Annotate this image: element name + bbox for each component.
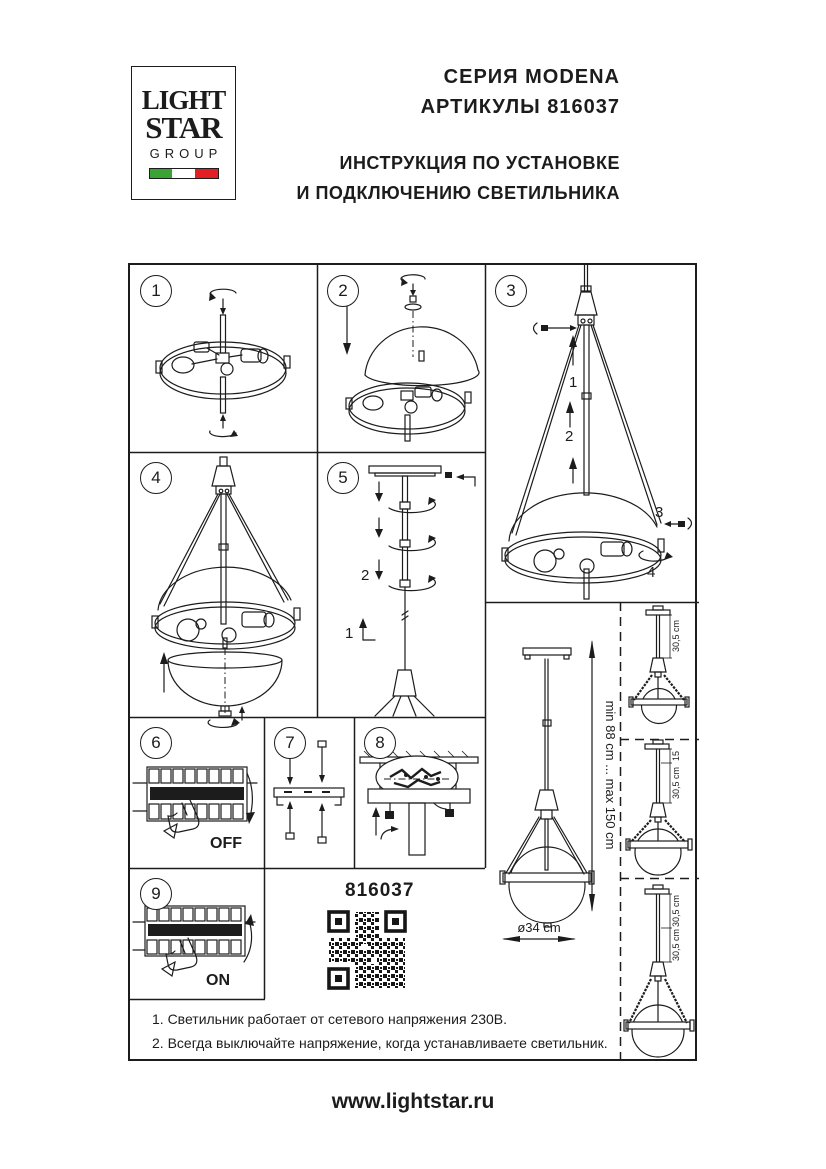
step-2-badge: [327, 275, 359, 307]
step-2-number: 2: [338, 281, 348, 300]
step-8-number: 8: [375, 733, 385, 752]
suspension-rods: [512, 325, 664, 535]
variant3-length-label-1: 30,5 cm: [671, 894, 681, 928]
step-5-badge: [327, 462, 359, 494]
rod-sections: [400, 476, 410, 670]
up-tick-arrow: [359, 618, 375, 640]
ceiling-ring: [156, 342, 290, 399]
suspension-rods: [160, 494, 288, 624]
italian-flag-bar: [149, 168, 219, 179]
up-arrow: [160, 652, 168, 692]
down-arrow: [343, 305, 351, 355]
step-4-number: 4: [151, 468, 161, 487]
side-screw-arrow: [445, 472, 475, 486]
rotate-arcs: [389, 497, 436, 591]
rotate-arc: [639, 551, 673, 561]
screw-arrow: [534, 323, 578, 334]
pendant-front-view: [500, 648, 594, 927]
overall-dimension-drawing: [485, 602, 620, 1063]
mounting-bar: [274, 788, 344, 805]
variant2-length-label-2: 30,5 cm: [671, 766, 681, 800]
circuit-breaker: [133, 906, 255, 956]
tripod-base: [375, 670, 434, 716]
logo-word-star: STAR: [145, 110, 222, 145]
step-7-number: 7: [285, 733, 295, 752]
variant3-length-label-2: 30,5 cm: [671, 928, 681, 962]
step-9-badge: [140, 878, 172, 910]
up-arrow: [372, 807, 380, 835]
step-6-badge: [140, 727, 172, 759]
variant-1-drawing: [620, 602, 699, 739]
step-1-badge: [140, 275, 172, 307]
flag-green-segment: [150, 169, 173, 178]
canopy-and-stem: [368, 789, 470, 855]
glass-dome: [365, 327, 479, 386]
step-4-badge: [140, 462, 172, 494]
step-6-number: 6: [151, 733, 161, 752]
diameter-arrows: [502, 936, 576, 942]
flag-red-segment: [195, 169, 218, 178]
series-title: СЕРИЯ MODENA: [443, 66, 620, 88]
header-titles: [297, 62, 620, 208]
step3-label-2: 2: [565, 428, 574, 445]
title-gap: [297, 122, 620, 148]
step3-label-3: 3: [655, 504, 664, 521]
rotate-arrow-bottom: [210, 414, 238, 437]
hanger-rod: [581, 265, 591, 292]
step5-label-1: 1: [345, 625, 354, 642]
shade-and-ring: [502, 493, 664, 599]
variant-2-drawing: [620, 739, 699, 878]
screws-bottom: [286, 801, 326, 843]
instruction-title-line2: И ПОДКЛЮЧЕНИЮ СВЕТИЛЬНИКА: [296, 183, 620, 203]
up-arrow-2: [566, 401, 574, 427]
step3-label-4: 4: [647, 564, 656, 581]
qr-block: [265, 868, 485, 999]
qr-code: [327, 910, 407, 990]
ceiling-plate: [369, 466, 441, 476]
up-arrow-3: [569, 457, 577, 483]
circuit-breaker: [133, 767, 257, 821]
qr-article-number: 816037: [345, 880, 415, 901]
height-range-label: min 88 cm ... max 150 cm: [603, 700, 618, 850]
step-9-number: 9: [151, 884, 161, 903]
website-url: www.lightstar.ru: [331, 1090, 495, 1113]
step-3-badge: [495, 275, 527, 307]
logo-word-group: GROUP: [149, 146, 223, 161]
diagram-grid: [128, 263, 697, 1061]
off-label: OFF: [210, 835, 242, 852]
logo-word-light: LIGHT: [141, 85, 226, 115]
step-1-number: 1: [151, 281, 161, 300]
step-3-drawing: [485, 265, 699, 602]
side-screw-arrow: [664, 518, 692, 529]
rotate-arrow-top: [209, 289, 236, 315]
lightstar-logo: [131, 66, 236, 200]
note-1: 1. Светильник работает от сетевого напряжения 230В.: [152, 1011, 508, 1027]
article-title: АРТИКУЛЫ 816037: [420, 96, 620, 118]
instruction-title-line1: ИНСТРУКЦИЯ ПО УСТАНОВКЕ: [339, 153, 620, 173]
rod-length-variants: [620, 602, 699, 1063]
rotate-hook-arrow: [381, 826, 399, 839]
down-arrows: [375, 482, 383, 580]
hand: [162, 938, 197, 976]
step-5-number: 5: [338, 468, 348, 487]
step3-label-1: 1: [569, 374, 578, 391]
note-2: 2. Всегда выключайте напряжение, когда устанавливаете светильник.: [152, 1035, 608, 1051]
step-8-badge: [364, 727, 396, 759]
variant-3-drawing: [620, 878, 699, 1063]
ring-assembly: [346, 383, 471, 441]
rotate-arrow-top: [401, 275, 425, 296]
step-7-badge: [274, 727, 306, 759]
diameter-label: ø34 cm: [517, 920, 561, 935]
on-label: ON: [206, 972, 230, 989]
variant1-length-label: 30,5 cm: [671, 619, 681, 653]
step5-label-2: 2: [361, 567, 370, 584]
flag-white-segment: [172, 169, 195, 178]
variant2-length-label-1: 15: [671, 750, 681, 762]
step-3-number: 3: [506, 281, 516, 300]
safety-notes: [130, 999, 620, 1063]
